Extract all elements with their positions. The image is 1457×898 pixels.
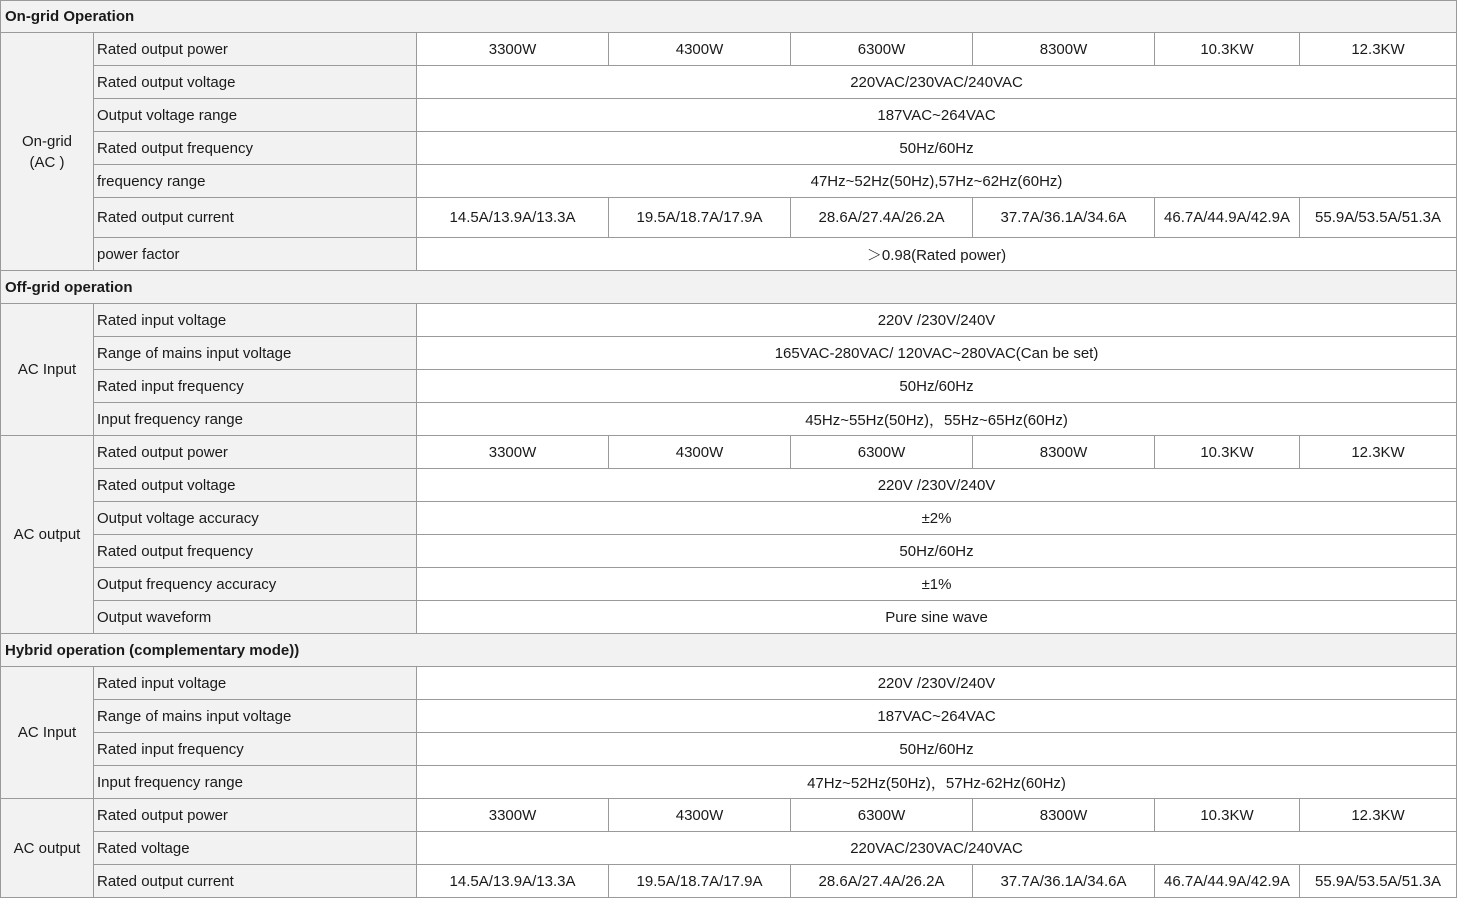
value-cell: Pure sine wave [417,601,1457,634]
value-cell: 6300W [791,799,973,832]
value-cell: 46.7A/44.9A/42.9A [1155,198,1300,238]
value-cell: 50Hz/60Hz [417,733,1457,766]
param-label: Rated output power [94,436,417,469]
param-label: Rated output frequency [94,132,417,165]
value-cell: 12.3KW [1300,436,1457,469]
value-cell: 3300W [417,33,609,66]
value-cell: 37.7A/36.1A/34.6A [973,865,1155,898]
value-cell: 8300W [973,33,1155,66]
section-title-off-grid: Off-grid operation [1,271,1457,304]
value-cell: ±1% [417,568,1457,601]
value-cell: 3300W [417,436,609,469]
value-cell: 6300W [791,33,973,66]
value-cell: 10.3KW [1155,436,1300,469]
section-title-on-grid: On-grid Operation [1,1,1457,33]
value-cell: 220V /230V/240V [417,667,1457,700]
value-cell: 6300W [791,436,973,469]
param-label: power factor [94,238,417,271]
value-cell: 220V /230V/240V [417,304,1457,337]
value-cell: 10.3KW [1155,33,1300,66]
group-label-line: On-grid [21,132,73,150]
value-cell: 10.3KW [1155,799,1300,832]
param-label: Output waveform [94,601,417,634]
group-label-ac-input: AC Input [1,304,94,436]
value-cell: 55.9A/53.5A/51.3A [1300,865,1457,898]
param-label: Range of mains input voltage [94,700,417,733]
value-cell: 4300W [609,33,791,66]
value-cell: 55.9A/53.5A/51.3A [1300,198,1457,238]
value-cell: 14.5A/13.9A/13.3A [417,865,609,898]
value-cell: 3300W [417,799,609,832]
value-cell: 4300W [609,436,791,469]
group-label-ac-output: AC output [1,436,94,634]
param-label: Rated input voltage [94,304,417,337]
value-cell: 14.5A/13.9A/13.3A [417,198,609,238]
value-cell: 165VAC-280VAC/ 120VAC~280VAC(Can be set) [417,337,1457,370]
param-label: Rated input frequency [94,733,417,766]
value-cell: 220VAC/230VAC/240VAC [417,832,1457,865]
group-label-line: (AC ) [29,153,65,171]
param-label: Range of mains input voltage [94,337,417,370]
value-cell: ＞0.98(Rated power) [417,238,1457,271]
param-label: Rated input frequency [94,370,417,403]
value-cell: 47Hz~52Hz(50Hz),57Hz~62Hz(60Hz) [417,165,1457,198]
value-cell: 50Hz/60Hz [417,132,1457,165]
group-label-ac-output: AC output [1,799,94,898]
value-cell: 50Hz/60Hz [417,535,1457,568]
value-cell: 220VAC/230VAC/240VAC [417,66,1457,99]
group-label-on-grid [1,33,94,271]
value-cell: 8300W [973,436,1155,469]
value-cell: 19.5A/18.7A/17.9A [609,865,791,898]
value-cell: 4300W [609,799,791,832]
value-cell: 8300W [973,799,1155,832]
value-cell: 12.3KW [1300,33,1457,66]
param-label: Output voltage range [94,99,417,132]
param-label: Rated output frequency [94,535,417,568]
value-cell: ±2% [417,502,1457,535]
param-label: Rated output voltage [94,66,417,99]
param-label: Rated voltage [94,832,417,865]
param-label: Output voltage accuracy [94,502,417,535]
param-label: Rated output power [94,33,417,66]
param-label: Rated output current [94,865,417,898]
param-label: Input frequency range [94,766,417,799]
param-label: Rated output power [94,799,417,832]
param-label: Rated output current [94,198,417,238]
value-cell: 187VAC~264VAC [417,99,1457,132]
value-cell: 28.6A/27.4A/26.2A [791,198,973,238]
param-label: Output frequency accuracy [94,568,417,601]
value-cell: 50Hz/60Hz [417,370,1457,403]
value-cell: 187VAC~264VAC [417,700,1457,733]
value-cell: 19.5A/18.7A/17.9A [609,198,791,238]
param-label: frequency range [94,165,417,198]
param-label: Rated input voltage [94,667,417,700]
value-cell: 47Hz~52Hz(50Hz)，57Hz-62Hz(60Hz) [417,766,1457,799]
value-cell: 12.3KW [1300,799,1457,832]
param-label: Input frequency range [94,403,417,436]
value-cell: 37.7A/36.1A/34.6A [973,198,1155,238]
section-title-hybrid: Hybrid operation (complementary mode)) [1,634,1457,667]
value-cell: 28.6A/27.4A/26.2A [791,865,973,898]
param-label: Rated output voltage [94,469,417,502]
value-cell: 45Hz~55Hz(50Hz)，55Hz~65Hz(60Hz) [417,403,1457,436]
value-cell: 46.7A/44.9A/42.9A [1155,865,1300,898]
group-label-ac-input: AC Input [1,667,94,799]
value-cell: 220V /230V/240V [417,469,1457,502]
